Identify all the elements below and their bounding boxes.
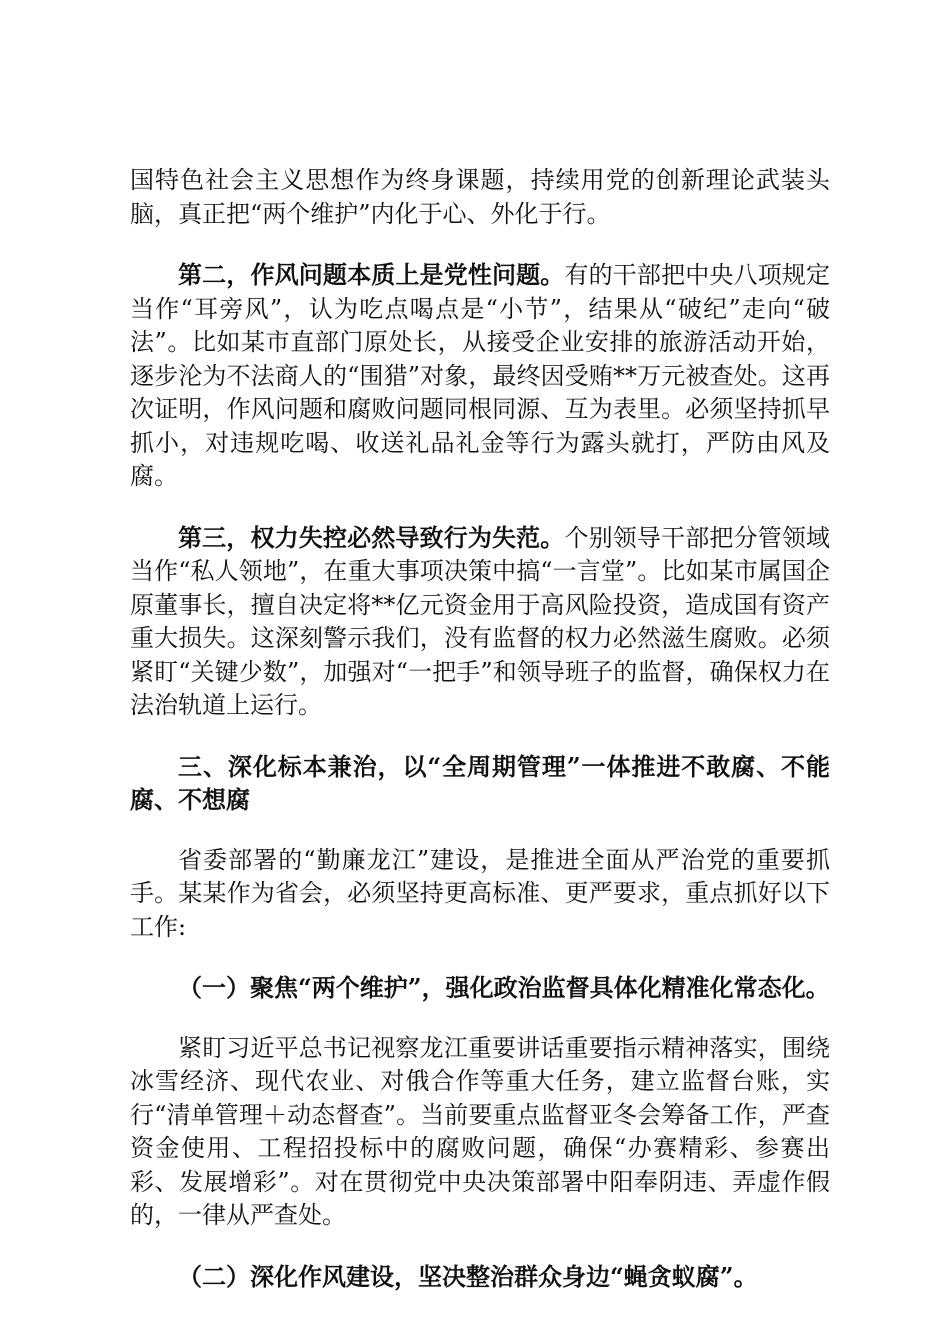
paragraph-text: 个别领导干部把分管领域当作“私人领地”，在重大事项决策中搞“一言堂”。比如某市属国企原董事长，擅自决定将**亿元资金用于高风险投资，造成国有资产重大损失。这深刻警示我们，没有监督的权力必然滋生腐败。必须紧盯“关键少数”，加强对“一把手”和领导班子的监督，确保权力在法治轨道上运行。 <box>130 523 831 719</box>
heading-text: 三、深化标本兼治，以“全周期管理”一体推进不敢腐、不能腐、不想腐 <box>130 751 830 814</box>
paragraph-text: 省委部署的“勤廉龙江”建设，是推进全面从严治党的重要抓手。某某作为省会，必须坚持更高标准、更严要求，重点抓好以下工作: <box>130 845 830 941</box>
paragraph-text: 有的干部把中央八项规定当作“耳旁风”，认为吃点喝点是“小节”，结果从“破纪”走向“破法”。比如某市直部门原处长，从接受企业安排的旅游活动开始，逐步沦为不法商人的“围猎”对象，最终因受贿**万元被查处。这再次证明，作风问题和腐败问题同根同源、互为表里。必须坚持抓早抓小，对违规吃喝、收送礼品礼金等行为露头就打，严防由风及腐。 <box>130 261 831 490</box>
paragraph-lead: 第三，权力失控必然导致行为失范。 <box>178 522 565 552</box>
paragraph-lead: 第二，作风问题本质上是党性问题。 <box>178 260 565 289</box>
subheading-two <box>130 1260 830 1294</box>
paragraph-intro <box>130 844 830 945</box>
subheading-one <box>130 971 830 1005</box>
heading-text: （一）聚焦“两个维护”，强化政治监督具体化精准化常态化。 <box>178 973 830 1002</box>
document-page <box>130 164 830 1320</box>
paragraph-point-two <box>130 258 830 494</box>
paragraph-continuation <box>130 164 830 231</box>
paragraph-text: 国特色社会主义思想作为终身课题，持续用党的创新理论武装头脑，真正把“两个维护”内化于心、外化于行。 <box>130 166 830 228</box>
paragraph-supervision <box>130 1032 830 1233</box>
heading-text: （二）深化作风建设，坚决整治群众身边“蝇贪蚁腐”。 <box>178 1261 758 1291</box>
paragraph-text: 紧盯习近平总书记视察龙江重要讲话重要指示精神落实，围绕冰雪经济、现代农业、对俄合作等重大任务，建立监督台账，实行“清单管理＋动态督查”。当前要重点监督亚冬会筹备工作，严查资金使用、工程招投标中的腐败问题，确保“办赛精彩、参赛出彩、发展增彩”。对在贯彻党中央决策部署中阳奉阴违、弄虚作假的，一律从严查处。 <box>130 1033 830 1229</box>
section-heading-three <box>130 750 830 817</box>
paragraph-point-three <box>130 521 830 723</box>
